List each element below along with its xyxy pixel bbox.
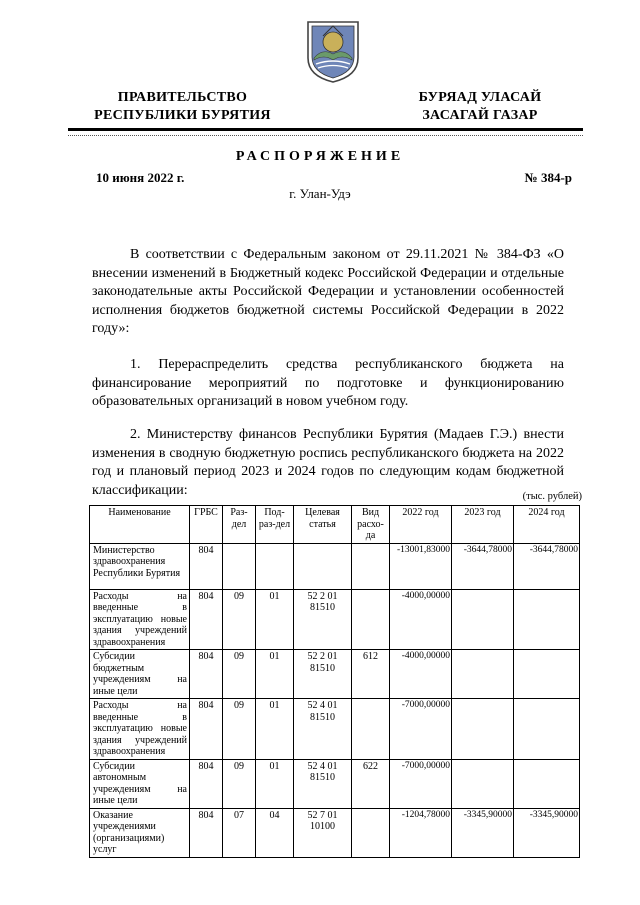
header-divider-thick — [68, 128, 583, 131]
cell-2022: -7000,00000 — [390, 699, 452, 760]
table-unit-label: (тыс. рублей) — [522, 491, 582, 502]
cell-2023 — [452, 650, 514, 699]
col-header-2022: 2022 год — [390, 506, 452, 544]
cell-vid — [352, 808, 390, 857]
cell-2022: -4000,00000 — [390, 650, 452, 699]
cell-name: Расходы на введенные в эксплуатацию новые здания учреждений здравоохранения — [90, 589, 190, 650]
cell-article: 52 7 01 10100 — [294, 808, 352, 857]
cell-podrazdel: 01 — [256, 650, 294, 699]
header-right-line2: ЗАСАГАЙ ГАЗАР — [422, 108, 538, 123]
cell-name: Субсидии автономным учреждениям на иные цели — [90, 759, 190, 808]
cell-razdel: 09 — [223, 699, 256, 760]
cell-article: 52 4 01 81510 — [294, 759, 352, 808]
table-row — [90, 543, 580, 589]
cell-vid: 622 — [352, 759, 390, 808]
cell-razdel: 09 — [223, 589, 256, 650]
cell-grbs: 804 — [190, 543, 223, 589]
document-number: № 384-р — [524, 170, 572, 185]
header-left-line1: ПРАВИТЕЛЬСТВО — [117, 90, 248, 105]
header-divider-thin — [68, 135, 583, 136]
cell-2023 — [452, 699, 514, 760]
cell-vid: 612 — [352, 650, 390, 699]
cell-2022: -7000,00000 — [390, 759, 452, 808]
cell-2024 — [514, 699, 580, 760]
cell-2024: -3644,78000 — [514, 543, 580, 589]
col-header-article: Целевая статья — [294, 506, 352, 544]
col-header-vid: Вид расхо-да — [352, 506, 390, 544]
header-right-title — [405, 89, 555, 125]
col-header-grbs: ГРБС — [190, 506, 223, 544]
cell-2024 — [514, 650, 580, 699]
cell-2024: -3345,90000 — [514, 808, 580, 857]
cell-article: 52 4 01 81510 — [294, 699, 352, 760]
cell-2022: -1204,78000 — [390, 808, 452, 857]
cell-grbs: 804 — [190, 650, 223, 699]
document-title: РАСПОРЯЖЕНИЕ — [235, 149, 405, 164]
cell-article: 52 2 01 81510 — [294, 589, 352, 650]
cell-article: 52 2 01 81510 — [294, 650, 352, 699]
col-header-2023: 2023 год — [452, 506, 514, 544]
table-row — [90, 650, 580, 699]
cell-2024 — [514, 759, 580, 808]
cell-vid — [352, 699, 390, 760]
cell-2023 — [452, 759, 514, 808]
cell-grbs: 804 — [190, 699, 223, 760]
cell-article — [294, 543, 352, 589]
cell-razdel — [223, 543, 256, 589]
cell-podrazdel: 04 — [256, 808, 294, 857]
cell-2022: -4000,00000 — [390, 589, 452, 650]
cell-2023: -3644,78000 — [452, 543, 514, 589]
table-row — [90, 589, 580, 650]
header-left-line2: РЕСПУБЛИКИ БУРЯТИЯ — [94, 108, 271, 123]
header-right-line1: БУРЯАД УЛАСАЙ — [418, 90, 542, 105]
cell-vid — [352, 543, 390, 589]
coat-of-arms-icon — [302, 14, 364, 84]
col-header-razdel: Раз-дел — [223, 506, 256, 544]
cell-grbs: 804 — [190, 759, 223, 808]
table-row — [90, 699, 580, 760]
cell-2023: -3345,90000 — [452, 808, 514, 857]
cell-grbs: 804 — [190, 808, 223, 857]
table-row — [90, 808, 580, 857]
cell-name: Министерство здравоохранения Республики Бурятия — [90, 543, 190, 589]
cell-name: Расходы на введенные в эксплуатацию новые здания учреждений здравоохранения — [90, 699, 190, 760]
col-header-podrazdel: Под-раз-дел — [256, 506, 294, 544]
cell-vid — [352, 589, 390, 650]
cell-name: Субсидии бюджетным учреждениям на иные цели — [90, 650, 190, 699]
cell-2022: -13001,83000 — [390, 543, 452, 589]
table-row — [90, 759, 580, 808]
paragraph-preamble: В соответствии с Федеральным законом от 29.11.2021 № 384-ФЗ «О внесении изменений в Бюджетный кодекс Российской Федерации и отдельные законодательные акты Российской Федерации и установлении особенностей исполнения бюджетов бюджетной системы Российской Федерации в 2022 году»: — [92, 247, 564, 337]
document-city: г. Улан-Удэ — [289, 186, 351, 201]
cell-grbs: 804 — [190, 589, 223, 650]
cell-podrazdel: 01 — [256, 759, 294, 808]
cell-2023 — [452, 589, 514, 650]
col-header-2024: 2024 год — [514, 506, 580, 544]
cell-podrazdel: 01 — [256, 589, 294, 650]
col-header-name: Наименование — [90, 506, 190, 544]
document-date: 10 июня 2022 г. — [96, 170, 185, 185]
cell-razdel: 09 — [223, 759, 256, 808]
cell-razdel: 09 — [223, 650, 256, 699]
cell-name: Оказание учреждениями (организациями) услуг — [90, 808, 190, 857]
budget-table — [89, 505, 580, 858]
paragraph-item-1: 1. Перераспределить средства республиканского бюджета на финансирование мероприятий по подготовке и функционированию образовательных организаций в новом учебном году. — [92, 357, 564, 410]
table-header-row — [90, 506, 580, 544]
header-left-title — [80, 89, 285, 125]
cell-2024 — [514, 589, 580, 650]
cell-podrazdel — [256, 543, 294, 589]
cell-razdel: 07 — [223, 808, 256, 857]
paragraph-item-2: 2. Министерству финансов Республики Бурятия (Мадаев Г.Э.) внести изменения в сводную бюджетную роспись республиканского бюджета на 2022 год и плановый период 2023 и 2024 годов по следующим кодам бюджетной классификации: — [92, 427, 564, 498]
cell-podrazdel: 01 — [256, 699, 294, 760]
